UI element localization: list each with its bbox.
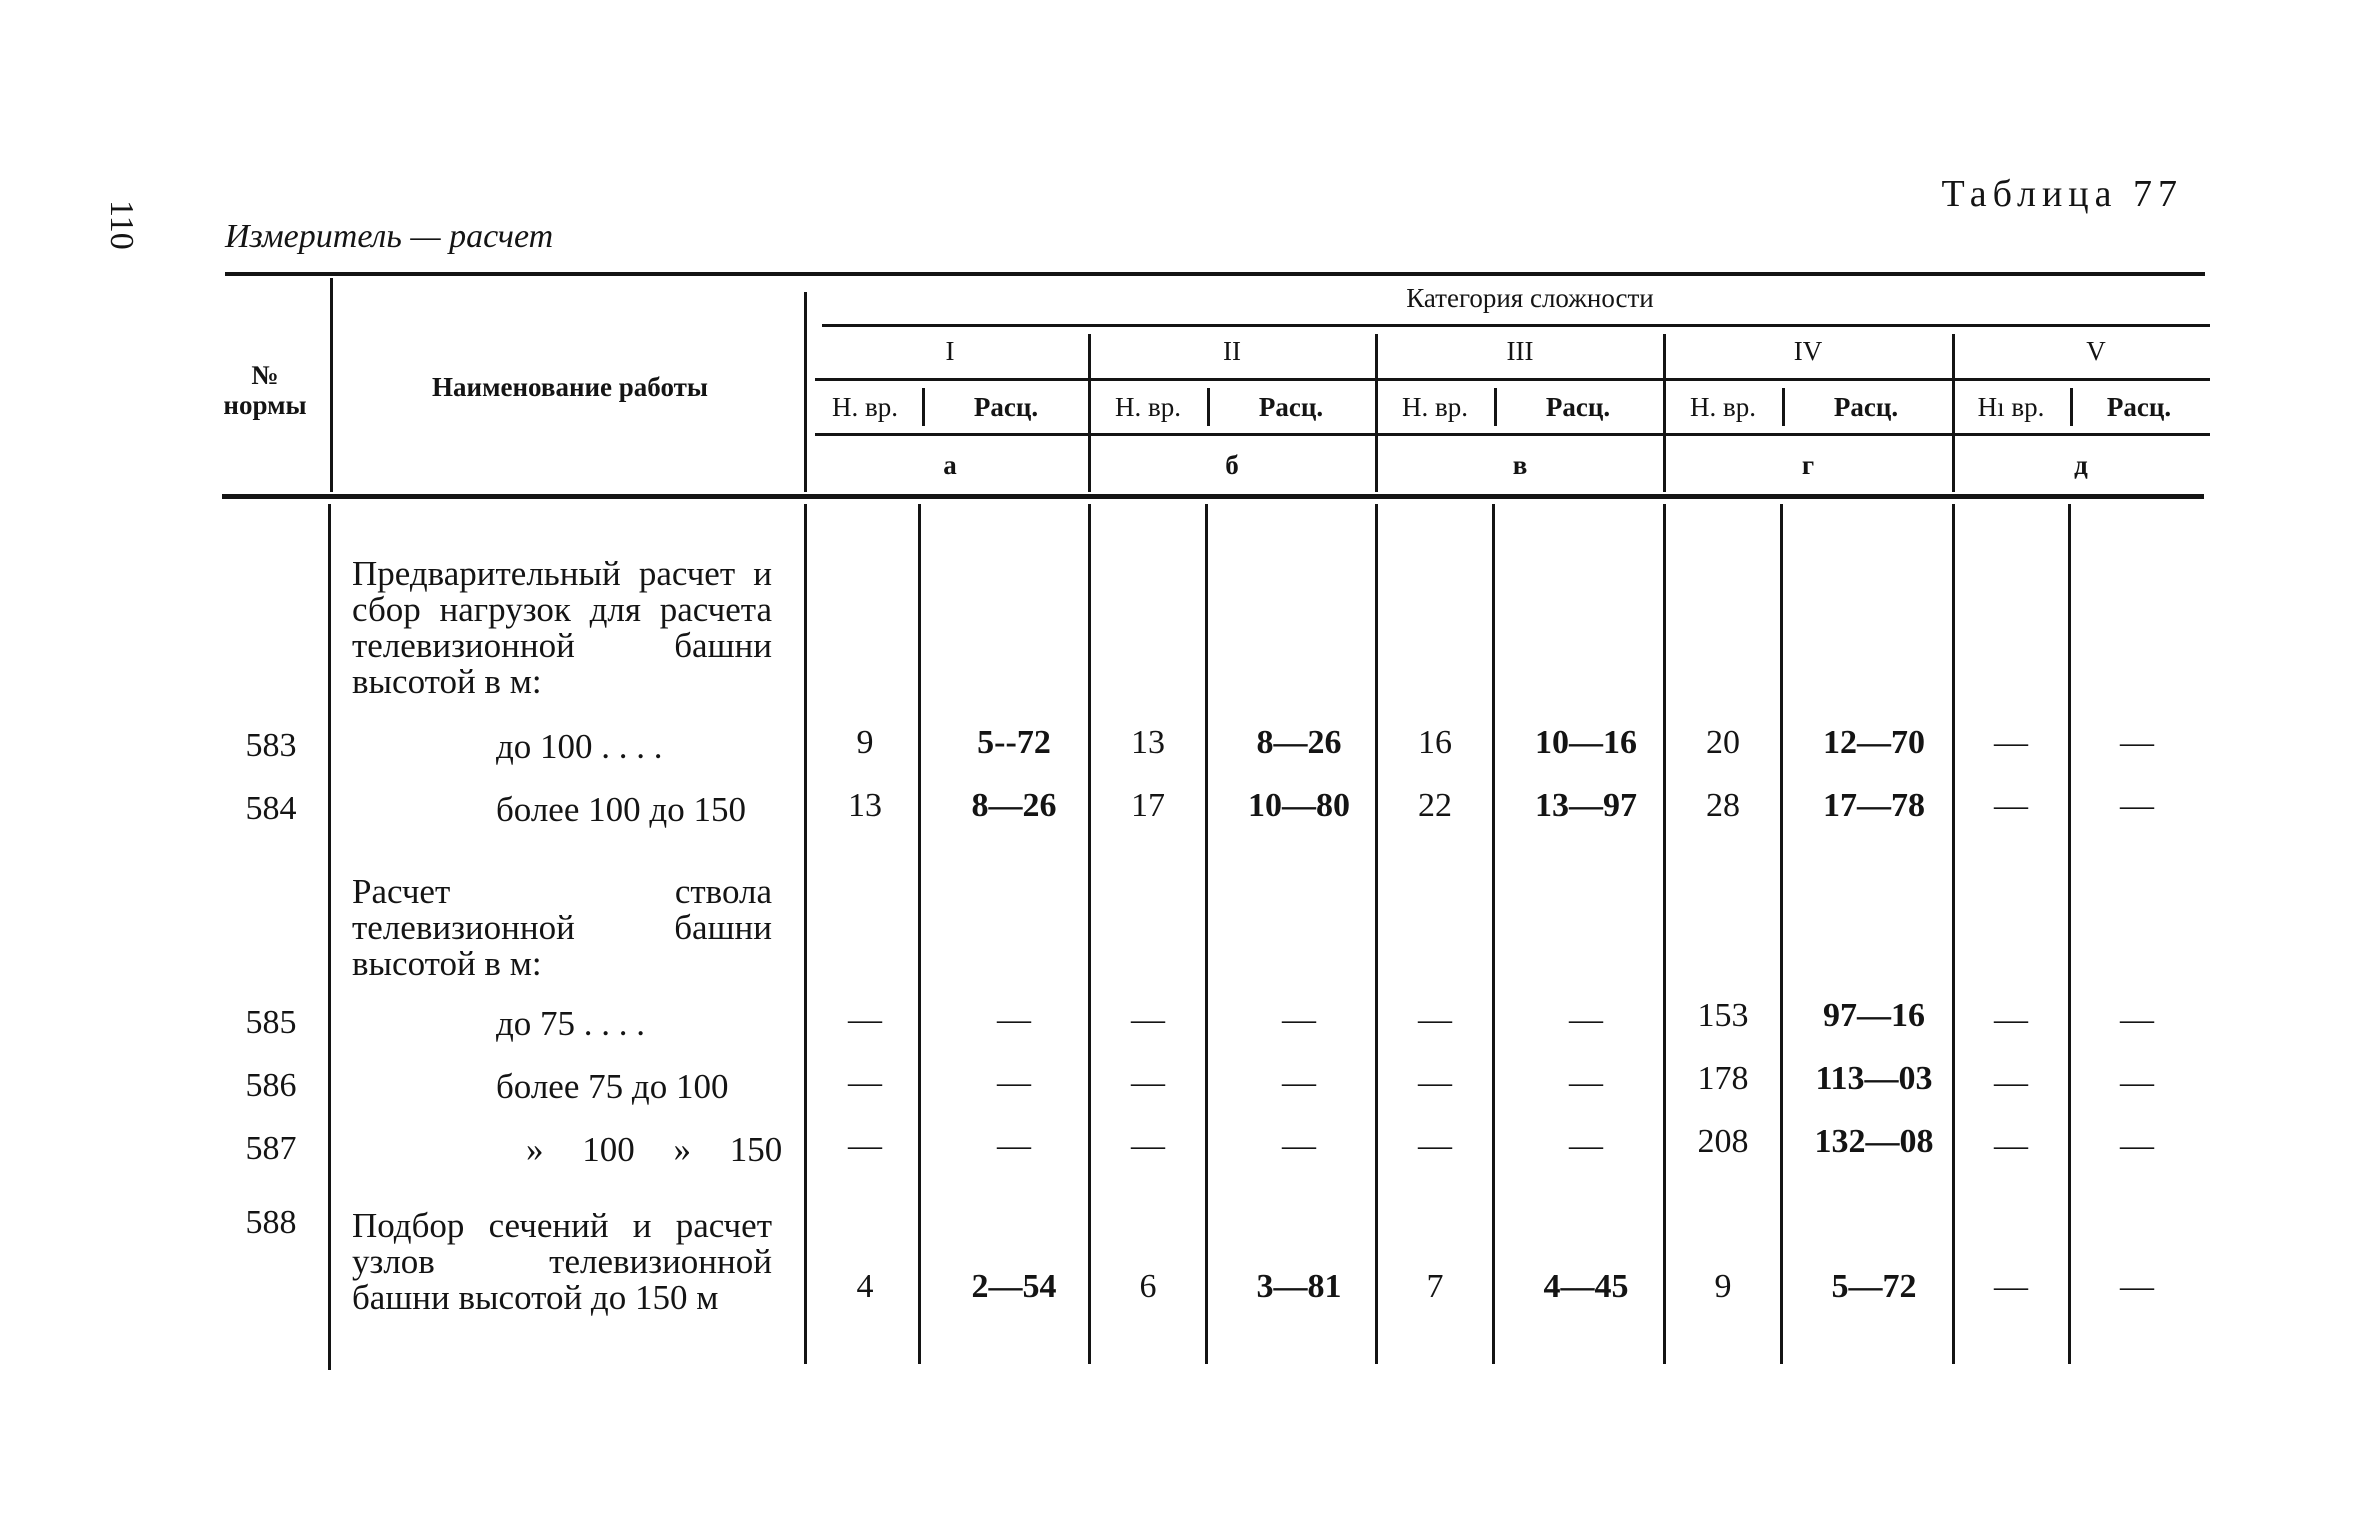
row-label: до 100 . . . . bbox=[496, 727, 663, 766]
time-norm-header: Н. вр. bbox=[1115, 392, 1181, 422]
rate-cell: 8—26 bbox=[971, 787, 1057, 824]
column-letter: д bbox=[2074, 450, 2088, 480]
time-norm-cell: 153 bbox=[1697, 997, 1749, 1034]
header-divider bbox=[1782, 388, 1785, 426]
column-letter: г bbox=[1801, 450, 1815, 480]
time-norm-cell: — bbox=[1418, 1064, 1452, 1101]
category-label: I bbox=[945, 336, 955, 366]
body-divider bbox=[1663, 504, 1666, 1364]
time-norm-cell: — bbox=[848, 1064, 882, 1101]
measure-label: Измеритель — расчет bbox=[225, 218, 554, 255]
time-norm-cell: 178 bbox=[1697, 1060, 1749, 1097]
time-norm-cell: — bbox=[848, 1001, 882, 1038]
time-norm-cell: 9 bbox=[856, 724, 874, 761]
rate-header: Расц. bbox=[2106, 392, 2172, 422]
time-norm-cell: 13 bbox=[848, 787, 882, 824]
row-label: более 100 до 150 bbox=[496, 790, 746, 829]
header-divider bbox=[922, 388, 925, 426]
norm-number-header: № нормы bbox=[223, 360, 307, 420]
body-divider bbox=[1375, 504, 1378, 1364]
column-letter: в bbox=[1512, 450, 1528, 480]
rate-cell: — bbox=[2120, 1127, 2154, 1164]
rate-header: Расц. bbox=[1545, 392, 1611, 422]
time-norm-cell: — bbox=[1131, 1001, 1165, 1038]
rate-cell: — bbox=[1569, 1064, 1603, 1101]
category-label: II bbox=[1223, 336, 1241, 366]
header-divider bbox=[1663, 334, 1666, 492]
time-norm-cell: 9 bbox=[1714, 1268, 1732, 1305]
roman-rule bbox=[815, 378, 2210, 381]
time-norm-cell: — bbox=[1994, 1001, 2028, 1038]
time-norm-cell: 4 bbox=[856, 1268, 874, 1305]
category-label: IV bbox=[1793, 336, 1823, 366]
time-norm-cell: — bbox=[1131, 1127, 1165, 1164]
rate-cell: — bbox=[1569, 1001, 1603, 1038]
header-bottom-rule bbox=[222, 494, 2204, 499]
time-norm-header: Н. вр. bbox=[1690, 392, 1756, 422]
rate-cell: — bbox=[997, 1064, 1031, 1101]
time-norm-cell: — bbox=[1994, 787, 2028, 824]
rate-cell: 3—81 bbox=[1256, 1268, 1342, 1305]
body-divider bbox=[918, 504, 921, 1364]
subheader-rule bbox=[815, 433, 2210, 436]
rate-cell: 10—16 bbox=[1535, 724, 1637, 761]
rate-cell: — bbox=[997, 1127, 1031, 1164]
time-norm-cell: — bbox=[1131, 1064, 1165, 1101]
rate-cell: 4—45 bbox=[1543, 1268, 1629, 1305]
category-header: Категория сложности bbox=[1406, 283, 1654, 313]
rate-cell: — bbox=[2120, 1064, 2154, 1101]
header-divider bbox=[1207, 388, 1210, 426]
rate-cell: — bbox=[2120, 787, 2154, 824]
header-divider bbox=[330, 278, 333, 492]
rate-cell: 5—72 bbox=[1831, 1268, 1917, 1305]
time-norm-cell: 7 bbox=[1426, 1268, 1444, 1305]
rate-cell: — bbox=[1569, 1127, 1603, 1164]
time-norm-cell: — bbox=[1994, 1064, 2028, 1101]
table-title: Таблица 77 bbox=[1941, 173, 2183, 215]
body-divider bbox=[1205, 504, 1208, 1364]
header-divider bbox=[1375, 334, 1378, 492]
time-norm-cell: 16 bbox=[1418, 724, 1452, 761]
norm-number: 583 bbox=[245, 727, 297, 764]
rate-header: Расц. bbox=[1833, 392, 1899, 422]
time-norm-cell: — bbox=[1994, 724, 2028, 761]
header-divider bbox=[1494, 388, 1497, 426]
category-label: V bbox=[2086, 336, 2106, 366]
rate-cell: 17—78 bbox=[1823, 787, 1925, 824]
group-heading: Подбор сечений и расчет узлов телевизионной башни высотой до 150 м bbox=[352, 1206, 772, 1317]
time-norm-cell: — bbox=[1994, 1268, 2028, 1305]
time-norm-cell: — bbox=[1418, 1127, 1452, 1164]
work-name-header: Наименование работы bbox=[432, 372, 708, 402]
header-divider bbox=[2070, 388, 2073, 426]
time-norm-cell: 22 bbox=[1418, 787, 1452, 824]
time-norm-cell: 17 bbox=[1131, 787, 1165, 824]
norm-number: 587 bbox=[245, 1130, 297, 1167]
column-letter: б bbox=[1225, 450, 1239, 480]
body-divider bbox=[1088, 504, 1091, 1364]
rate-cell: — bbox=[2120, 1001, 2154, 1038]
time-norm-cell: — bbox=[1994, 1127, 2028, 1164]
rate-cell: 97—16 bbox=[1823, 997, 1925, 1034]
page-number: 110 bbox=[103, 200, 140, 250]
rate-header: Расц. bbox=[1258, 392, 1324, 422]
rate-cell: 5--72 bbox=[977, 724, 1051, 761]
header-divider bbox=[1952, 334, 1955, 492]
norm-number: 588 bbox=[245, 1204, 297, 1241]
body-divider bbox=[1780, 504, 1783, 1364]
time-norm-cell: 13 bbox=[1131, 724, 1165, 761]
rate-cell: 12—70 bbox=[1823, 724, 1925, 761]
body-divider bbox=[804, 504, 807, 1364]
rate-cell: 132—08 bbox=[1814, 1123, 1934, 1160]
body-divider bbox=[328, 504, 331, 1370]
rate-cell: 113—03 bbox=[1815, 1060, 1933, 1097]
time-norm-cell: 6 bbox=[1139, 1268, 1157, 1305]
rate-cell: — bbox=[997, 1001, 1031, 1038]
row-label: » 100 » 150 bbox=[526, 1130, 783, 1169]
group-heading: Расчет ствола телевизионной башни высотой в м: bbox=[352, 872, 772, 983]
rate-cell: — bbox=[1282, 1001, 1316, 1038]
rate-cell: 8—26 bbox=[1256, 724, 1342, 761]
rate-cell: — bbox=[1282, 1064, 1316, 1101]
rate-cell: 10—80 bbox=[1248, 787, 1350, 824]
time-norm-cell: 20 bbox=[1706, 724, 1740, 761]
time-norm-cell: 208 bbox=[1697, 1123, 1749, 1160]
rate-cell: 13—97 bbox=[1535, 787, 1637, 824]
body-divider bbox=[2068, 504, 2071, 1364]
time-norm-cell: — bbox=[848, 1127, 882, 1164]
rate-cell: 2—54 bbox=[971, 1268, 1057, 1305]
norm-number: 585 bbox=[245, 1004, 297, 1041]
column-letter: а bbox=[943, 450, 957, 480]
rate-cell: — bbox=[2120, 724, 2154, 761]
top-rule bbox=[225, 272, 2205, 276]
time-norm-header: Н. вр. bbox=[1402, 392, 1468, 422]
time-norm-header: Н. вр. bbox=[832, 392, 898, 422]
category-rule bbox=[822, 324, 2210, 327]
group-heading: Предварительный расчет и сбор нагрузок для расчета телевизионной башни высотой в м: bbox=[352, 554, 772, 701]
row-label: более 75 до 100 bbox=[496, 1067, 729, 1106]
time-norm-cell: — bbox=[1418, 1001, 1452, 1038]
rate-header: Расц. bbox=[973, 392, 1039, 422]
row-label: до 75 . . . . bbox=[496, 1004, 646, 1043]
time-norm-cell: 28 bbox=[1706, 787, 1740, 824]
body-divider bbox=[1952, 504, 1955, 1364]
norm-number: 586 bbox=[245, 1067, 297, 1104]
header-divider bbox=[804, 292, 807, 492]
rate-cell: — bbox=[2120, 1268, 2154, 1305]
rate-cell: — bbox=[1282, 1127, 1316, 1164]
time-norm-header: Нı вр. bbox=[1977, 392, 2045, 422]
norm-number: 584 bbox=[245, 790, 297, 827]
category-label: III bbox=[1506, 336, 1534, 366]
body-divider bbox=[1492, 504, 1495, 1364]
